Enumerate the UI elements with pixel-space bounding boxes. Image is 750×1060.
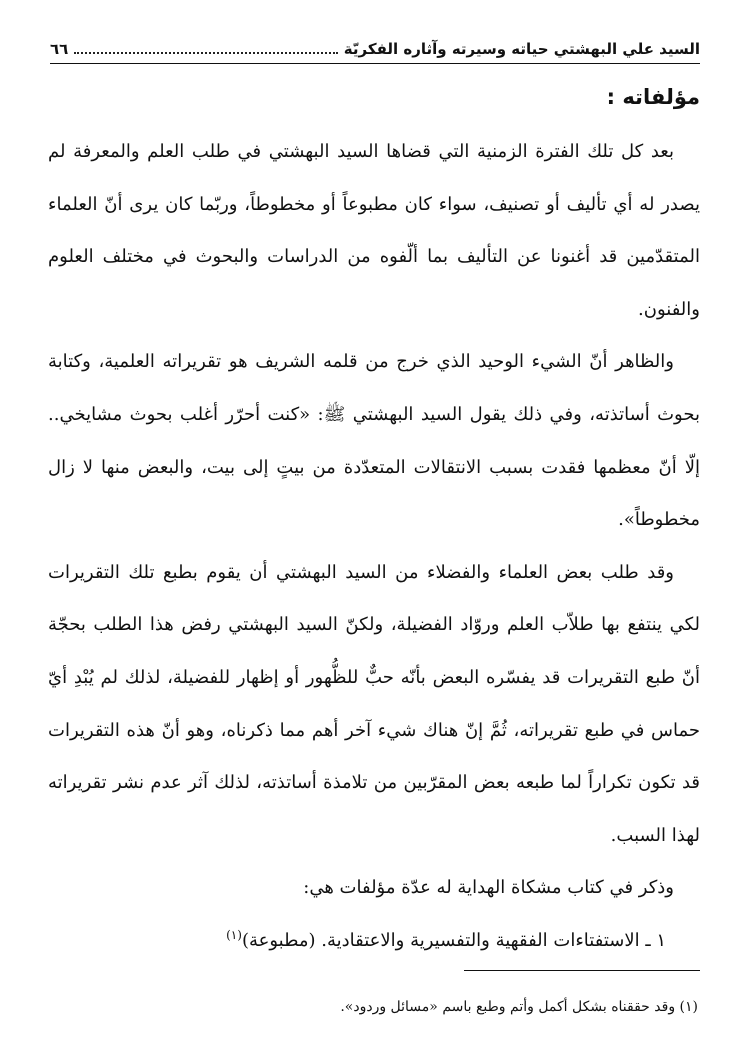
footnote: (١) وقد حققناه بشكل أكمل وأتم وطبع باسم «مسائل وردود».	[340, 999, 698, 1015]
running-title: السيد علي البهشتي حياته وسيرته وآثاره الفكريّة	[343, 40, 700, 58]
list-item-text: ١ ـ الاستفتاءات الفقهية والتفسيرية والاعتقادية. (مطبوعة)	[241, 929, 666, 951]
dot-leader	[74, 51, 337, 54]
paragraph: وذكر في كتاب مشكاة الهداية له عدّة مؤلفات هي:	[303, 877, 674, 899]
paragraph: بعد كل تلك الفترة الزمنية التي قضاها السيد البهشتي في طلب العلم والمعرفة لم يصدر له أي تأليف أو تصنيف، سواء كان مطبوعاً أو مخطوطاً، وربّما كان يرى أنّ العلماء المتقدّمين قد أغنونا عن التأليف بما ألّفوه من الدراسات والبحوث في مختلف العلوم والفنون.	[48, 141, 700, 320]
paragraph: والظاهر أنّ الشيء الوحيد الذي خرج من قلمه الشريف هو تقريراته العلمية، وكتابة بحوث أساتذته، وفي ذلك يقول السيد البهشتي ﷺ: «كنت أحرّر أغلب بحوث مشايخي.. إلّا أنّ معظمها فقدت بسبب الانتقالات المتعدّدة من بيتٍ إلى بيت، والبعض منها لا زال مخطوطاً».	[48, 351, 700, 531]
list-item	[48, 915, 700, 968]
body-text	[48, 126, 700, 968]
running-header	[50, 30, 700, 60]
paragraph: وقد طلب بعض العلماء والفضلاء من السيد البهشتي أن يقوم بطبع تلك التقريرات لكي ينتفع بها طلاّب العلم وروّاد الفضيلة، ولكنّ السيد البهشتي رفض هذا الطلب بحجّة أنّ طبع التقريرات قد يفسّره البعض بأنّه حبٌّ للظُّهور أو إظهار للفضيلة، لذلك لم يُبْدِ أيّ حماس في طبع تقريراته، ثُمَّ إنّ هناك شيء آخر أهم مما ذكرناه، وهو أنّ هذه التقريرات قد تكون تكراراً لما طبعه بعض المقرّبين من تلامذة أساتذته، لذلك آثر عدم نشر تقريراته لهذا السبب.	[48, 561, 700, 846]
footnote-rule	[464, 970, 700, 971]
page-number: ٦٦	[50, 40, 69, 58]
header-rule	[50, 63, 700, 64]
footnote-reference[interactable]: (١)	[226, 927, 242, 942]
section-heading: مؤلفاته :	[606, 85, 700, 109]
